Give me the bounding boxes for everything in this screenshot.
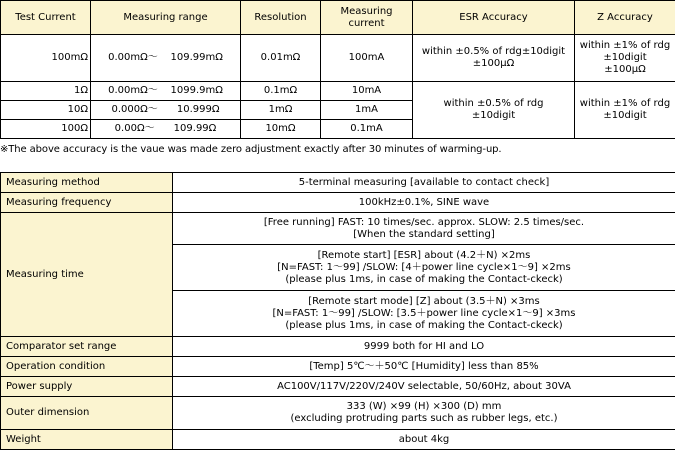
spec-value-line: [When the standard setting] bbox=[353, 228, 495, 240]
spec-value bbox=[173, 245, 675, 291]
meas-current-cell: 0.1mA bbox=[321, 120, 413, 139]
spec-row-measuring-frequency bbox=[1, 193, 675, 213]
test-current-cell: 10Ω bbox=[1, 101, 91, 120]
spec-label: Comparator set range bbox=[1, 337, 173, 357]
spec-row-measuring-method bbox=[1, 173, 675, 193]
spec-label: Measuring method bbox=[1, 173, 173, 193]
header-test-current: Test Current bbox=[1, 1, 91, 35]
spec-value: [Temp] 5℃～＋50℃ [Humidity] less than 85% bbox=[173, 357, 675, 377]
z-accuracy-line: ±10digit bbox=[603, 52, 647, 63]
header-z-accuracy: Z Accuracy bbox=[575, 1, 675, 35]
z-accuracy-cell bbox=[575, 82, 675, 139]
spec-value: AC100V/117V/220V/240V selectable, 50/60Hz, about 30VA bbox=[173, 377, 675, 397]
table-row bbox=[1, 82, 675, 101]
test-current-cell: 1Ω bbox=[1, 82, 91, 101]
spec-value-line: (please plus 1ms, in case of making the Contact-ckeck) bbox=[285, 319, 563, 331]
header-resolution: Resolution bbox=[241, 1, 321, 35]
range-cell bbox=[91, 101, 241, 120]
header-esr-accuracy: ESR Accuracy bbox=[413, 1, 575, 35]
range-cell bbox=[91, 35, 241, 82]
z-accuracy-line: within ±1% of rdg bbox=[579, 98, 671, 109]
z-accuracy-line: ±100μΩ bbox=[604, 64, 646, 75]
range-to: 10.999Ω bbox=[176, 104, 220, 115]
spec-value-line: [Remote start] [ESR] about (4.2＋N) ×2ms bbox=[317, 249, 531, 261]
z-accuracy-line: within ±1% of rdg bbox=[579, 40, 671, 51]
spec-table bbox=[0, 172, 675, 450]
spec-label: Measuring time bbox=[1, 213, 173, 337]
spec-value-line: [Free running] FAST: 10 times/sec. approx. SLOW: 2.5 times/sec. bbox=[263, 216, 585, 228]
range-cell bbox=[91, 82, 241, 101]
header-measuring-current: Measuring current bbox=[321, 1, 413, 35]
resolution-cell: 1mΩ bbox=[241, 101, 321, 120]
range-to: 109.99Ω bbox=[173, 123, 217, 134]
spec-value bbox=[173, 213, 675, 245]
spec-row-weight bbox=[1, 430, 675, 450]
esr-accuracy-cell bbox=[413, 82, 575, 139]
spec-value: 100kHz±0.1%, SINE wave bbox=[173, 193, 675, 213]
spec-value: 5-terminal measuring [available to contact check] bbox=[173, 173, 675, 193]
spec-value: 9999 both for HI and LO bbox=[173, 337, 675, 357]
spec-value-line: [Remote start mode] [Z] about (3.5＋N) ×3ms bbox=[308, 295, 540, 307]
test-current-cell: 100Ω bbox=[1, 120, 91, 139]
accuracy-table bbox=[0, 0, 675, 139]
range-from: 0.00mΩ～ bbox=[108, 85, 158, 96]
spec-value-line: 333 (W) ×99 (H) ×300 (D) mm bbox=[346, 401, 502, 412]
resolution-cell: 0.1mΩ bbox=[241, 82, 321, 101]
spec-label: Outer dimension bbox=[1, 397, 173, 430]
range-from: 0.00mΩ～ bbox=[108, 52, 158, 63]
spec-value: about 4kg bbox=[173, 430, 675, 450]
esr-accuracy-line: within ±0.5% of rdg bbox=[443, 98, 544, 109]
meas-current-cell: 1mA bbox=[321, 101, 413, 120]
accuracy-note: ※The above accuracy is the vaue was made zero adjustment exactly after 30 minutes of warming-up. bbox=[0, 144, 502, 155]
spec-value-line: [N=FAST: 1～99] /SLOW: [4＋power line cycle×1～9] ×2ms bbox=[277, 261, 571, 273]
spec-value bbox=[173, 291, 675, 337]
spec-row-power bbox=[1, 377, 675, 397]
spec-label: Measuring frequency bbox=[1, 193, 173, 213]
spec-label: Power supply bbox=[1, 377, 173, 397]
esr-accuracy-line: ±100μΩ bbox=[472, 58, 515, 69]
esr-accuracy-cell bbox=[413, 35, 575, 82]
range-from: 0.00Ω～ bbox=[114, 123, 155, 134]
spec-value-line: (excluding protruding parts such as rubber legs, etc.) bbox=[290, 413, 558, 424]
header-measuring-range: Measuring range bbox=[91, 1, 241, 35]
meas-current-cell: 10mA bbox=[321, 82, 413, 101]
spec-value-line: (please plus 1ms, in case of making the Contact-ckeck) bbox=[285, 273, 563, 285]
esr-accuracy-line: within ±0.5% of rdg±10digit bbox=[421, 46, 566, 57]
spec-row-measuring-time-free bbox=[1, 213, 675, 245]
spec-label: Weight bbox=[1, 430, 173, 450]
accuracy-header-row bbox=[1, 1, 675, 35]
resolution-cell: 10mΩ bbox=[241, 120, 321, 139]
spec-row-comparator bbox=[1, 337, 675, 357]
meas-current-cell: 100mA bbox=[321, 35, 413, 82]
spec-value bbox=[173, 397, 675, 430]
range-cell bbox=[91, 120, 241, 139]
resolution-cell: 0.01mΩ bbox=[241, 35, 321, 82]
range-to: 1099.9mΩ bbox=[170, 85, 223, 96]
spec-label: Operation condition bbox=[1, 357, 173, 377]
esr-accuracy-line: ±10digit bbox=[471, 110, 516, 121]
spec-row-operation bbox=[1, 357, 675, 377]
spec-value-line: [N=FAST: 1～99] /SLOW: [3.5＋power line cycle×1～9] ×3ms bbox=[272, 307, 576, 319]
z-accuracy-line: ±10digit bbox=[603, 110, 647, 121]
spec-row-outer bbox=[1, 397, 675, 430]
test-current-cell: 100mΩ bbox=[1, 35, 91, 82]
z-accuracy-cell bbox=[575, 35, 675, 82]
range-to: 109.99mΩ bbox=[170, 52, 223, 63]
table-row bbox=[1, 35, 675, 82]
range-from: 0.000Ω～ bbox=[111, 104, 158, 115]
